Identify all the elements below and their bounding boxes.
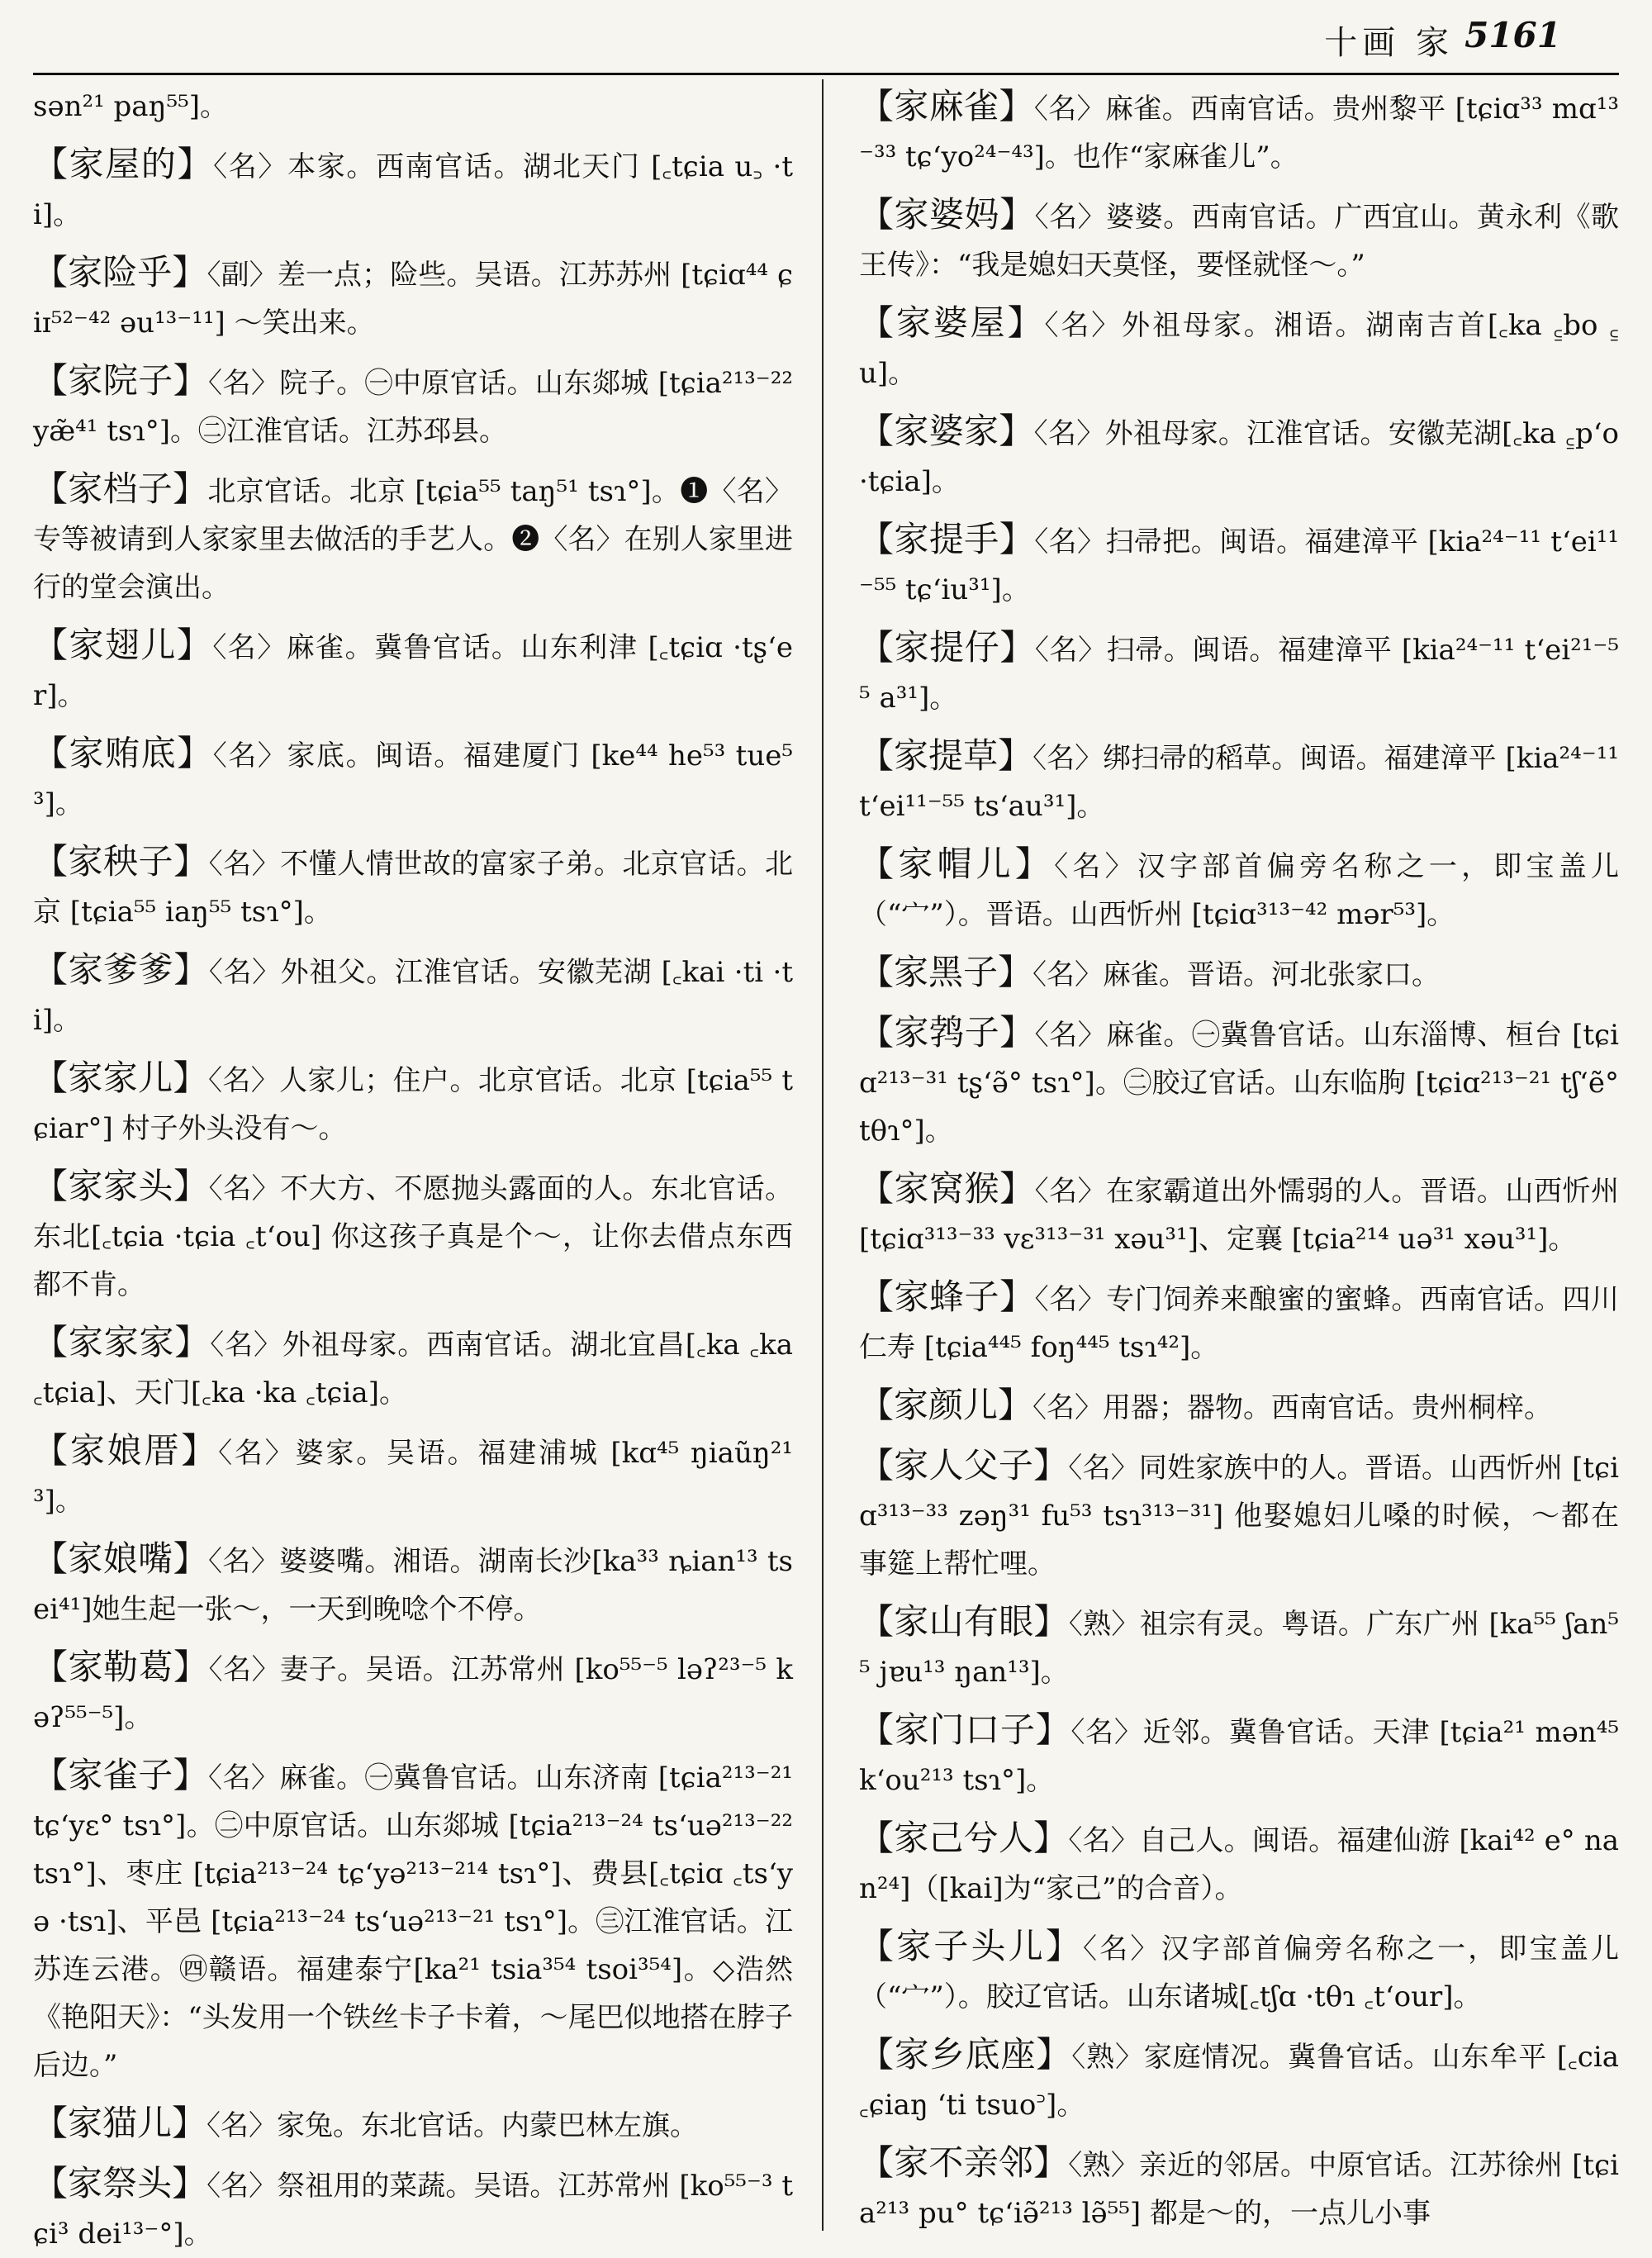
dictionary-entry bbox=[859, 1814, 1619, 1913]
entry-headword: 【家祭头】 bbox=[33, 2163, 207, 2203]
entry-definition: 〈名〉绑扫帚的稻草。闽语。福建漳平 [kia²⁴⁻¹¹ t‘ei¹¹⁻⁵⁵ ts‘au³¹]。 bbox=[859, 742, 1619, 823]
entry-headword: 【家蜂子】 bbox=[859, 1276, 1035, 1317]
dictionary-entry bbox=[33, 1643, 793, 1742]
entry-definition: 〈名〉在家霸道出外懦弱的人。晋语。山西忻州 [tɕiɑ³¹³⁻³³ vɛ³¹³⁻³¹ xəu³¹]、定襄 [tɕia²¹⁴ uə³¹ xəu³¹]。 bbox=[859, 1175, 1619, 1256]
dictionary-entry bbox=[859, 948, 1619, 999]
dictionary-entry bbox=[33, 465, 793, 611]
dictionary-entry bbox=[33, 357, 793, 455]
entry-definition: 〈熟〉亲近的邻居。中原官话。江苏徐州 [tɕia²¹³ pu° tɕ‘iə̃²¹³ lə̃⁵⁵] 都是～的，一点儿小事 bbox=[859, 2149, 1619, 2230]
entry-headword: 【家娘嘴】 bbox=[33, 1538, 208, 1579]
dictionary-entry bbox=[859, 191, 1619, 289]
entry-headword: 【家屋的】 bbox=[33, 144, 214, 184]
entry-headword: 【家门口子】 bbox=[859, 1709, 1071, 1750]
entry-definition: 〈名〉院子。㊀中原官话。山东郯城 [tɕia²¹³⁻²² yæ̃⁴¹ tsɿ°]。㊁江淮官话。江苏邳县。 bbox=[33, 367, 793, 448]
dictionary-entry bbox=[859, 407, 1619, 506]
dictionary-entry bbox=[859, 1165, 1619, 1263]
entry-definition: 〈名〉麻雀。晋语。河北张家口。 bbox=[1032, 958, 1441, 991]
dictionary-entry bbox=[33, 946, 793, 1044]
entry-headword: 【家婆家】 bbox=[859, 411, 1034, 451]
dictionary-entry bbox=[33, 140, 793, 239]
dictionary-entry bbox=[33, 1319, 793, 1417]
section-title: 十画 家 bbox=[1324, 24, 1454, 62]
entry-definition: 〈名〉婆婆。西南官话。广西宜山。黄永利《歌王传》：“我是媳妇天莫怪，要怪就怪～。” bbox=[859, 201, 1619, 282]
dictionary-entry bbox=[859, 1706, 1619, 1804]
entry-definition: 〈名〉家兔。东北官话。内蒙巴林左旗。 bbox=[206, 2109, 699, 2142]
header-rule bbox=[33, 73, 1619, 75]
entry-headword: 【家窝猴】 bbox=[859, 1168, 1035, 1209]
entry-headword: 【家档子】 bbox=[33, 468, 208, 509]
dictionary-entry bbox=[33, 1427, 793, 1525]
entry-definition: 〈名〉麻雀。㊀冀鲁官话。山东济南 [tɕia²¹³⁻²¹ tɕ‘yɛ° tsɿ°]。㊁中原官话。山东郯城 [tɕia²¹³⁻²⁴ ts‘uə²¹³⁻²² tsɿ°]、枣庄 [tɕia²¹³⁻²⁴ tɕ‘yə²¹³⁻²¹⁴ tsɿ°]、费县[꜀tɕiɑ ꜀ts‘yə ·tsɿ]、平邑 [tɕia²¹³⁻²⁴ ts‘uə²¹³⁻²¹ tsɿ°]。㊂江淮官话。江苏连云港。㊃赣语。福建泰宁[ka²¹ tsia³⁵⁴ tsoi³⁵⁴]。◇浩然《艳阳天》：“头发用一个铁丝卡子卡着，～尾巴似地搭在脖子后边。” bbox=[33, 1761, 793, 2082]
entry-headword: 【家黑子】 bbox=[859, 952, 1033, 992]
entry-definition: 〈名〉外祖母家。西南官话。湖北宜昌[꜀ka ꜀ka ꜀tɕia]、天门[꜀ka ·ka ꜀tɕia]。 bbox=[33, 1329, 793, 1409]
entry-definition: 〈副〉差一点；险些。吴语。江苏苏州 [tɕiɑ⁴⁴ ɕiɪ⁵²⁻⁴² əu¹³⁻¹¹] ～笑出来。 bbox=[33, 259, 793, 340]
dictionary-entry bbox=[859, 1598, 1619, 1696]
continuation-text: sən²¹ paŋ⁵⁵]。 bbox=[33, 90, 228, 123]
entry-definition: 〈熟〉祖宗有灵。粤语。广东广州 [ka⁵⁵ ʃan⁵⁵ jɐu¹³ ŋan¹³]。 bbox=[859, 1608, 1619, 1689]
dictionary-entry bbox=[859, 840, 1619, 939]
entry-headword: 【家子头儿】 bbox=[859, 1926, 1084, 1966]
entry-headword: 【家提手】 bbox=[859, 519, 1035, 559]
dictionary-entry bbox=[33, 621, 793, 720]
entry-headword: 【家人父子】 bbox=[859, 1445, 1069, 1486]
dictionary-entry bbox=[859, 299, 1619, 397]
entry-headword: 【家猫儿】 bbox=[33, 2103, 207, 2143]
entry-headword: 【家不亲邻】 bbox=[859, 2142, 1069, 2183]
entry-headword: 【家乡底座】 bbox=[859, 2034, 1072, 2075]
dictionary-entry bbox=[859, 732, 1619, 830]
entry-definition: 〈名〉外祖母家。江淮官话。安徽芜湖[꜀ka ꜁p‘o ·tɕia]。 bbox=[859, 417, 1619, 498]
dictionary-entry bbox=[859, 2031, 1619, 2129]
entry-headword: 【家家家】 bbox=[33, 1322, 211, 1362]
dictionary-entry bbox=[859, 2139, 1619, 2237]
entry-definition: 〈熟〉家庭情况。冀鲁官话。山东牟平 [꜀cia ꜀ɕiaŋ ‘ti tsuo꜄]。 bbox=[859, 2041, 1619, 2122]
entry-definition: 〈名〉扫帚。闽语。福建漳平 [kia²⁴⁻¹¹ t‘ei²¹⁻⁵⁵ a³¹]。 bbox=[859, 634, 1619, 715]
entry-definition: 〈名〉麻雀。西南官话。贵州黎平 [tɕiɑ³³ mɑ¹³⁻³³ tɕ‘yo²⁴⁻⁴³]。也作“家麻雀儿”。 bbox=[859, 93, 1619, 174]
dictionary-entry bbox=[859, 516, 1619, 614]
entry-definition: 〈名〉不大方、不愿抛头露面的人。东北官话。东北[꜀tɕia ·tɕia ꜀t‘ou] 你这孩子真是个～，让你去借点东西都不肯。 bbox=[33, 1172, 793, 1301]
entry-headword: 【家贿底】 bbox=[33, 733, 213, 773]
entry-definition: 〈名〉婆家。吴语。福建浦城 [kɑ⁴⁵ ŋiaũŋ²¹³]。 bbox=[33, 1437, 793, 1518]
entry-headword: 【家翅儿】 bbox=[33, 625, 213, 665]
dictionary-entry bbox=[33, 1162, 793, 1309]
entry-headword: 【家娘厝】 bbox=[33, 1430, 219, 1471]
entry-definition: 〈名〉麻雀。冀鲁官话。山东利津 [꜀tɕiɑ ·tʂ‘er]。 bbox=[33, 631, 793, 712]
entry-definition: 〈名〉自己人。闽语。福建仙游 [kai⁴² e° nan²⁴]（[kai]为“家己”的合音）。 bbox=[859, 1824, 1619, 1905]
entry-definition: 〈名〉外祖父。江淮官话。安徽芜湖 [꜀kai ·ti ·ti]。 bbox=[33, 956, 793, 1037]
dictionary-entry bbox=[33, 1752, 793, 2089]
column-divider bbox=[822, 79, 824, 2231]
entry-definition: 〈名〉祭祖用的菜蔬。吴语。江苏常州 [ko⁵⁵⁻³ tɕi³ dei¹³⁻°]。 bbox=[33, 2170, 793, 2251]
entry-headword: 【家雀子】 bbox=[33, 1755, 209, 1795]
page-header bbox=[0, 0, 1652, 76]
right-column bbox=[859, 83, 1619, 2230]
entry-headword: 【家颜儿】 bbox=[859, 1385, 1033, 1425]
dictionary-entry bbox=[33, 838, 793, 936]
entry-headword: 【家婆妈】 bbox=[859, 194, 1035, 235]
entry-definition: 〈名〉用器；器物。西南官话。贵州桐梓。 bbox=[1032, 1391, 1553, 1424]
entry-headword: 【家婆屋】 bbox=[859, 302, 1045, 343]
entry-headword: 【家山有眼】 bbox=[859, 1601, 1069, 1642]
entry-headword: 【家帽儿】 bbox=[859, 844, 1055, 884]
entry-headword: 【家提草】 bbox=[859, 735, 1033, 776]
entry-headword: 【家鹁子】 bbox=[859, 1012, 1035, 1053]
entry-headword: 【家院子】 bbox=[33, 360, 209, 401]
dictionary-entry bbox=[859, 1273, 1619, 1371]
entry-headword: 【家秧子】 bbox=[33, 841, 209, 882]
dictionary-entry bbox=[859, 1923, 1619, 2021]
entry-definition: 〈名〉同姓家族中的人。晋语。山西忻州 [tɕiɑ³¹³⁻³³ zəŋ³¹ fu⁵³ tsɿ³¹³⁻³¹] 他娶媳妇儿嗓的时候，～都在事筵上帮忙哩。 bbox=[859, 1452, 1619, 1581]
entry-headword: 【家险乎】 bbox=[33, 252, 207, 292]
entry-definition: 〈名〉近邻。冀鲁官话。天津 [tɕia²¹ mən⁴⁵ k‘ou²¹³ tsɿ°]。 bbox=[859, 1716, 1619, 1797]
entry-headword: 【家家儿】 bbox=[33, 1058, 208, 1098]
entry-definition: 〈名〉婆婆嘴。湘语。湖南长沙[ka³³ ȵian¹³ tsei⁴¹]她生起一张～，一天到晚唸个不停。 bbox=[33, 1545, 793, 1626]
dictionary-entry bbox=[33, 249, 793, 347]
entry-definition: 〈名〉扫帚把。闽语。福建漳平 [kia²⁴⁻¹¹ t‘ei¹¹⁻⁵⁵ tɕ‘iu³¹]。 bbox=[859, 525, 1619, 606]
entry-definition: 〈名〉家底。闽语。福建厦门 [ke⁴⁴ he⁵³ tue⁵³]。 bbox=[33, 739, 793, 820]
dictionary-entry bbox=[859, 83, 1619, 181]
dictionary-entry bbox=[859, 624, 1619, 722]
entry-definition: 〈名〉人家儿；住户。北京官话。北京 [tɕia⁵⁵ tɕiar°] 村子外头没有～。 bbox=[33, 1064, 793, 1145]
dictionary-entry bbox=[33, 1054, 793, 1153]
entry-headword: 【家提仔】 bbox=[859, 627, 1035, 668]
entry-definition: 北京官话。北京 [tɕia⁵⁵ taŋ⁵¹ tsɿ°]。❶〈名〉专等被请到人家家里去做活的手艺人。❷〈名〉在别人家里进行的堂会演出。 bbox=[33, 475, 793, 604]
left-column bbox=[33, 83, 793, 2251]
entry-headword: 【家己兮人】 bbox=[859, 1818, 1069, 1858]
entry-definition: 〈名〉麻雀。㊀冀鲁官话。山东淄博、桓台 [tɕiɑ²¹³⁻³¹ tʂ‘ə̃° tsɿ°]。㊁胶辽官话。山东临朐 [tɕiɑ²¹³⁻²¹ tʃ‘ẽ° tθɿ°]。 bbox=[859, 1019, 1619, 1148]
dictionary-entry bbox=[859, 1442, 1619, 1588]
entry-definition: 〈名〉汉字部首偏旁名称之一，即宝盖儿（“宀”）。胶辽官话。山东诸城[꜀tʃɑ ·tθɿ ꜀t‘our]。 bbox=[859, 1932, 1619, 2013]
page-number: 5161 bbox=[1464, 15, 1561, 55]
entry-definition: 〈名〉本家。西南官话。湖北天门 [꜀tɕia u꜆ ·ti]。 bbox=[33, 150, 793, 231]
entry-definition: 〈名〉汉字部首偏旁名称之一，即宝盖儿（“宀”）。晋语。山西忻州 [tɕiɑ³¹³⁻⁴² mər⁵³]。 bbox=[859, 850, 1619, 931]
entry-definition: 〈名〉外祖母家。湘语。湖南吉首[꜀ka ꜁bo ꜁u]。 bbox=[859, 309, 1619, 390]
entry-definition: 〈名〉专门饲养来酿蜜的蜜蜂。西南官话。四川仁寿 [tɕia⁴⁴⁵ foŋ⁴⁴⁵ tsɿ⁴²]。 bbox=[859, 1283, 1619, 1364]
entry-headword: 【家麻雀】 bbox=[859, 86, 1034, 126]
entry-headword: 【家爹爹】 bbox=[33, 949, 209, 990]
entry-definition: 〈名〉不懂人情世故的富家子弟。北京官话。北京 [tɕia⁵⁵ iaŋ⁵⁵ tsɿ°]。 bbox=[33, 848, 793, 929]
dictionary-entry bbox=[33, 2099, 793, 2150]
dictionary-entry bbox=[33, 730, 793, 828]
entry-headword: 【家家头】 bbox=[33, 1166, 209, 1206]
dictionary-entry bbox=[33, 1535, 793, 1633]
dictionary-entry bbox=[859, 1381, 1619, 1432]
entry-definition: 〈名〉妻子。吴语。江苏常州 [ko⁵⁵⁻⁵ ləʔ²³⁻⁵ kəʔ⁵⁵⁻⁵]。 bbox=[33, 1653, 793, 1734]
dictionary-entry bbox=[859, 1009, 1619, 1155]
entry-headword: 【家勒葛】 bbox=[33, 1647, 209, 1687]
dictionary-entry bbox=[33, 2160, 793, 2258]
